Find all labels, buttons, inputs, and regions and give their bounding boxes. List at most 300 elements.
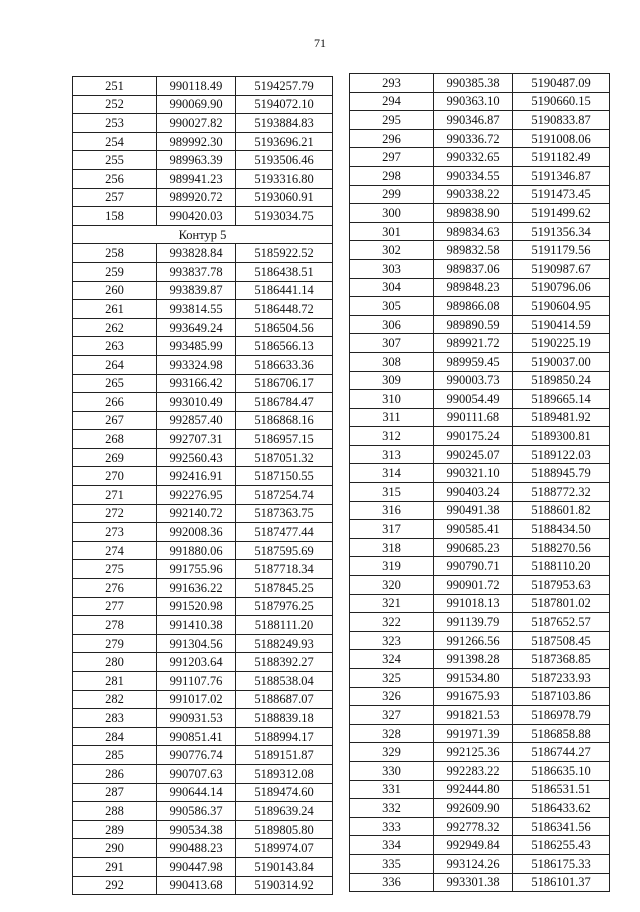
- table-row: [73, 764, 333, 783]
- table-row: [350, 371, 610, 390]
- y-coordinate-cell: 5187718.34: [236, 560, 333, 579]
- y-coordinate-cell: 5186438.51: [236, 262, 333, 281]
- table-row: [350, 761, 610, 780]
- point-number-cell: 266: [73, 393, 157, 412]
- table-row: [73, 430, 333, 449]
- x-coordinate-cell: 990491.38: [434, 501, 513, 520]
- y-coordinate-cell: 5187976.25: [236, 597, 333, 616]
- x-coordinate-cell: 989959.45: [434, 352, 513, 371]
- point-number-cell: 274: [73, 541, 157, 560]
- point-number-cell: 264: [73, 355, 157, 374]
- x-coordinate-cell: 992276.95: [157, 486, 236, 505]
- point-number-cell: 317: [350, 520, 434, 539]
- y-coordinate-cell: 5187051.32: [236, 448, 333, 467]
- y-coordinate-cell: 5188434.50: [513, 520, 610, 539]
- x-coordinate-cell: 990245.07: [434, 445, 513, 464]
- x-coordinate-cell: 991304.56: [157, 634, 236, 653]
- x-coordinate-cell: 990175.24: [434, 427, 513, 446]
- point-number-cell: 293: [350, 74, 434, 93]
- table-row: [350, 390, 610, 409]
- table-row: [350, 687, 610, 706]
- table-row: [73, 448, 333, 467]
- x-coordinate-cell: 993649.24: [157, 318, 236, 337]
- table-row: [73, 467, 333, 486]
- table-row: [350, 501, 610, 520]
- table-row: [73, 188, 333, 207]
- x-coordinate-cell: 991018.13: [434, 594, 513, 613]
- y-coordinate-cell: 5187150.55: [236, 467, 333, 486]
- table-row: [73, 486, 333, 505]
- x-coordinate-cell: 992707.31: [157, 430, 236, 449]
- point-number-cell: 294: [350, 92, 434, 111]
- table-row: [350, 111, 610, 130]
- x-coordinate-cell: 991534.80: [434, 669, 513, 688]
- y-coordinate-cell: 5186566.13: [236, 337, 333, 356]
- y-coordinate-cell: 5187652.57: [513, 613, 610, 632]
- left-table-section: [73, 225, 333, 244]
- x-coordinate-cell: 991971.39: [434, 724, 513, 743]
- y-coordinate-cell: 5186957.15: [236, 430, 333, 449]
- contour-label: Контур 5: [73, 225, 333, 244]
- table-row: [73, 690, 333, 709]
- point-number-cell: 330: [350, 761, 434, 780]
- point-number-cell: 255: [73, 151, 157, 170]
- point-number-cell: 269: [73, 448, 157, 467]
- x-coordinate-cell: 991755.96: [157, 560, 236, 579]
- x-coordinate-cell: 992283.22: [434, 761, 513, 780]
- table-row: [350, 74, 610, 93]
- x-coordinate-cell: 991139.79: [434, 613, 513, 632]
- point-number-cell: 268: [73, 430, 157, 449]
- point-number-cell: 313: [350, 445, 434, 464]
- point-number-cell: 331: [350, 780, 434, 799]
- x-coordinate-cell: 990334.55: [434, 166, 513, 185]
- point-number-cell: 273: [73, 523, 157, 542]
- table-row: [350, 650, 610, 669]
- y-coordinate-cell: 5189300.81: [513, 427, 610, 446]
- table-row: [73, 169, 333, 188]
- table-row: [73, 727, 333, 746]
- table-row: [350, 278, 610, 297]
- point-number-cell: 332: [350, 799, 434, 818]
- y-coordinate-cell: 5187254.74: [236, 486, 333, 505]
- x-coordinate-cell: 990111.68: [434, 408, 513, 427]
- x-coordinate-cell: 990851.41: [157, 727, 236, 746]
- x-coordinate-cell: 991017.02: [157, 690, 236, 709]
- table-row: [350, 706, 610, 725]
- table-row: [350, 148, 610, 167]
- y-coordinate-cell: 5186868.16: [236, 411, 333, 430]
- point-number-cell: 260: [73, 281, 157, 300]
- y-coordinate-cell: 5186744.27: [513, 743, 610, 762]
- y-coordinate-cell: 5191499.62: [513, 204, 610, 223]
- y-coordinate-cell: 5190604.95: [513, 297, 610, 316]
- x-coordinate-cell: 993485.99: [157, 337, 236, 356]
- x-coordinate-cell: 993301.38: [434, 873, 513, 892]
- y-coordinate-cell: 5190796.06: [513, 278, 610, 297]
- y-coordinate-cell: 5190833.87: [513, 111, 610, 130]
- x-coordinate-cell: 993837.78: [157, 262, 236, 281]
- point-number-cell: 328: [350, 724, 434, 743]
- x-coordinate-cell: 992140.72: [157, 504, 236, 523]
- x-coordinate-cell: 989890.59: [434, 315, 513, 334]
- y-coordinate-cell: 5191182.49: [513, 148, 610, 167]
- point-number-cell: 258: [73, 244, 157, 263]
- x-coordinate-cell: 990118.49: [157, 77, 236, 96]
- x-coordinate-cell: 990776.74: [157, 746, 236, 765]
- x-coordinate-cell: 989921.72: [434, 334, 513, 353]
- y-coordinate-cell: 5191346.87: [513, 166, 610, 185]
- y-coordinate-cell: 5186978.79: [513, 706, 610, 725]
- x-coordinate-cell: 990931.53: [157, 709, 236, 728]
- section-header-row: [73, 225, 333, 244]
- y-coordinate-cell: 5191356.34: [513, 222, 610, 241]
- y-coordinate-cell: 5186635.10: [513, 761, 610, 780]
- table-row: [350, 92, 610, 111]
- point-number-cell: 323: [350, 631, 434, 650]
- point-number-cell: 333: [350, 817, 434, 836]
- point-number-cell: 275: [73, 560, 157, 579]
- y-coordinate-cell: 5193884.83: [236, 114, 333, 133]
- table-row: [350, 464, 610, 483]
- table-row: [73, 281, 333, 300]
- x-coordinate-cell: 991520.98: [157, 597, 236, 616]
- point-number-cell: 281: [73, 672, 157, 691]
- y-coordinate-cell: 5189122.03: [513, 445, 610, 464]
- point-number-cell: 256: [73, 169, 157, 188]
- x-coordinate-cell: 989832.58: [434, 241, 513, 260]
- point-number-cell: 279: [73, 634, 157, 653]
- y-coordinate-cell: 5185922.52: [236, 244, 333, 263]
- x-coordinate-cell: 993828.84: [157, 244, 236, 263]
- point-number-cell: 305: [350, 297, 434, 316]
- x-coordinate-cell: 990901.72: [434, 576, 513, 595]
- point-number-cell: 298: [350, 166, 434, 185]
- y-coordinate-cell: 5190487.09: [513, 74, 610, 93]
- y-coordinate-cell: 5186433.62: [513, 799, 610, 818]
- x-coordinate-cell: 990420.03: [157, 207, 236, 226]
- x-coordinate-cell: 990488.23: [157, 839, 236, 858]
- y-coordinate-cell: 5191179.56: [513, 241, 610, 260]
- x-coordinate-cell: 993010.49: [157, 393, 236, 412]
- table-row: [73, 746, 333, 765]
- y-coordinate-cell: 5189151.87: [236, 746, 333, 765]
- table-row: [350, 166, 610, 185]
- x-coordinate-cell: 992560.43: [157, 448, 236, 467]
- right-coordinates-table: [349, 73, 610, 892]
- x-coordinate-cell: 993166.42: [157, 374, 236, 393]
- point-number-cell: 336: [350, 873, 434, 892]
- y-coordinate-cell: 5187508.45: [513, 631, 610, 650]
- point-number-cell: 316: [350, 501, 434, 520]
- point-number-cell: 299: [350, 185, 434, 204]
- table-row: [350, 241, 610, 260]
- table-row: [73, 300, 333, 319]
- x-coordinate-cell: 992125.36: [434, 743, 513, 762]
- table-row: [73, 355, 333, 374]
- x-coordinate-cell: 992444.80: [434, 780, 513, 799]
- x-coordinate-cell: 993839.87: [157, 281, 236, 300]
- point-number-cell: 278: [73, 616, 157, 635]
- x-coordinate-cell: 990069.90: [157, 95, 236, 114]
- table-row: [73, 783, 333, 802]
- y-coordinate-cell: 5193034.75: [236, 207, 333, 226]
- table-row: [73, 876, 333, 895]
- table-row: [73, 411, 333, 430]
- y-coordinate-cell: 5186255.43: [513, 836, 610, 855]
- y-coordinate-cell: 5190143.84: [236, 857, 333, 876]
- table-row: [73, 393, 333, 412]
- y-coordinate-cell: 5190414.59: [513, 315, 610, 334]
- table-row: [350, 576, 610, 595]
- point-number-cell: 259: [73, 262, 157, 281]
- table-row: [73, 95, 333, 114]
- x-coordinate-cell: 990447.98: [157, 857, 236, 876]
- page-number: 71: [314, 36, 326, 50]
- x-coordinate-cell: 990586.37: [157, 802, 236, 821]
- table-row: [350, 817, 610, 836]
- table-row: [350, 445, 610, 464]
- y-coordinate-cell: 5188839.18: [236, 709, 333, 728]
- y-coordinate-cell: 5190987.67: [513, 259, 610, 278]
- y-coordinate-cell: 5189805.80: [236, 820, 333, 839]
- point-number-cell: 306: [350, 315, 434, 334]
- table-row: [350, 836, 610, 855]
- y-coordinate-cell: 5186784.47: [236, 393, 333, 412]
- point-number-cell: 307: [350, 334, 434, 353]
- point-number-cell: 261: [73, 300, 157, 319]
- point-number-cell: 325: [350, 669, 434, 688]
- y-coordinate-cell: 5190037.00: [513, 352, 610, 371]
- table-row: [73, 374, 333, 393]
- point-number-cell: 292: [73, 876, 157, 895]
- y-coordinate-cell: 5188601.82: [513, 501, 610, 520]
- left-coordinates-table: [72, 76, 333, 895]
- table-row: [73, 318, 333, 337]
- point-number-cell: 320: [350, 576, 434, 595]
- point-number-cell: 300: [350, 204, 434, 223]
- y-coordinate-cell: 5193696.21: [236, 132, 333, 151]
- table-row: [350, 631, 610, 650]
- y-coordinate-cell: 5187103.86: [513, 687, 610, 706]
- table-row: [73, 244, 333, 263]
- y-coordinate-cell: 5189481.92: [513, 408, 610, 427]
- point-number-cell: 251: [73, 77, 157, 96]
- table-row: [73, 523, 333, 542]
- point-number-cell: 334: [350, 836, 434, 855]
- point-number-cell: 327: [350, 706, 434, 725]
- y-coordinate-cell: 5191473.45: [513, 185, 610, 204]
- y-coordinate-cell: 5188392.27: [236, 653, 333, 672]
- y-coordinate-cell: 5193316.80: [236, 169, 333, 188]
- x-coordinate-cell: 990003.73: [434, 371, 513, 390]
- x-coordinate-cell: 989834.63: [434, 222, 513, 241]
- table-row: [350, 483, 610, 502]
- point-number-cell: 310: [350, 390, 434, 409]
- y-coordinate-cell: 5186341.56: [513, 817, 610, 836]
- point-number-cell: 284: [73, 727, 157, 746]
- y-coordinate-cell: 5193506.46: [236, 151, 333, 170]
- y-coordinate-cell: 5187477.44: [236, 523, 333, 542]
- left-table-body-before: [73, 77, 333, 226]
- point-number-cell: 304: [350, 278, 434, 297]
- point-number-cell: 254: [73, 132, 157, 151]
- table-row: [350, 613, 610, 632]
- x-coordinate-cell: 989837.06: [434, 259, 513, 278]
- x-coordinate-cell: 992416.91: [157, 467, 236, 486]
- point-number-cell: 290: [73, 839, 157, 858]
- point-number-cell: 253: [73, 114, 157, 133]
- x-coordinate-cell: 990585.41: [434, 520, 513, 539]
- x-coordinate-cell: 990363.10: [434, 92, 513, 111]
- point-number-cell: 289: [73, 820, 157, 839]
- table-row: [350, 520, 610, 539]
- table-row: [350, 538, 610, 557]
- table-row: [350, 352, 610, 371]
- table-row: [350, 334, 610, 353]
- point-number-cell: 329: [350, 743, 434, 762]
- table-row: [350, 259, 610, 278]
- x-coordinate-cell: 990054.49: [434, 390, 513, 409]
- point-number-cell: 282: [73, 690, 157, 709]
- y-coordinate-cell: 5188687.07: [236, 690, 333, 709]
- table-row: [73, 207, 333, 226]
- table-row: [73, 504, 333, 523]
- table-row: [350, 222, 610, 241]
- table-row: [73, 672, 333, 691]
- x-coordinate-cell: 992778.32: [434, 817, 513, 836]
- table-row: [73, 560, 333, 579]
- y-coordinate-cell: 5186858.88: [513, 724, 610, 743]
- point-number-cell: 271: [73, 486, 157, 505]
- table-row: [350, 297, 610, 316]
- table-row: [350, 594, 610, 613]
- x-coordinate-cell: 992609.90: [434, 799, 513, 818]
- y-coordinate-cell: 5186101.37: [513, 873, 610, 892]
- point-number-cell: 302: [350, 241, 434, 260]
- x-coordinate-cell: 991266.56: [434, 631, 513, 650]
- point-number-cell: 314: [350, 464, 434, 483]
- x-coordinate-cell: 989920.72: [157, 188, 236, 207]
- y-coordinate-cell: 5186504.56: [236, 318, 333, 337]
- x-coordinate-cell: 991675.93: [434, 687, 513, 706]
- point-number-cell: 267: [73, 411, 157, 430]
- point-number-cell: 291: [73, 857, 157, 876]
- x-coordinate-cell: 990336.72: [434, 129, 513, 148]
- y-coordinate-cell: 5190660.15: [513, 92, 610, 111]
- left-table-body-after: [73, 244, 333, 895]
- x-coordinate-cell: 990707.63: [157, 764, 236, 783]
- point-number-cell: 297: [350, 148, 434, 167]
- y-coordinate-cell: 5189665.14: [513, 390, 610, 409]
- table-row: [350, 669, 610, 688]
- y-coordinate-cell: 5187801.02: [513, 594, 610, 613]
- y-coordinate-cell: 5187845.25: [236, 579, 333, 598]
- y-coordinate-cell: 5186633.36: [236, 355, 333, 374]
- table-row: [350, 185, 610, 204]
- point-number-cell: 311: [350, 408, 434, 427]
- point-number-cell: 265: [73, 374, 157, 393]
- x-coordinate-cell: 990644.14: [157, 783, 236, 802]
- y-coordinate-cell: 5188945.79: [513, 464, 610, 483]
- x-coordinate-cell: 991398.28: [434, 650, 513, 669]
- point-number-cell: 277: [73, 597, 157, 616]
- x-coordinate-cell: 989838.90: [434, 204, 513, 223]
- x-coordinate-cell: 990385.38: [434, 74, 513, 93]
- y-coordinate-cell: 5188110.20: [513, 557, 610, 576]
- point-number-cell: 287: [73, 783, 157, 802]
- x-coordinate-cell: 991410.38: [157, 616, 236, 635]
- y-coordinate-cell: 5186441.14: [236, 281, 333, 300]
- y-coordinate-cell: 5190225.19: [513, 334, 610, 353]
- y-coordinate-cell: 5189312.08: [236, 764, 333, 783]
- point-number-cell: 252: [73, 95, 157, 114]
- x-coordinate-cell: 993324.98: [157, 355, 236, 374]
- y-coordinate-cell: 5187363.75: [236, 504, 333, 523]
- point-number-cell: 309: [350, 371, 434, 390]
- y-coordinate-cell: 5189974.07: [236, 839, 333, 858]
- x-coordinate-cell: 990403.24: [434, 483, 513, 502]
- point-number-cell: 270: [73, 467, 157, 486]
- point-number-cell: 315: [350, 483, 434, 502]
- point-number-cell: 321: [350, 594, 434, 613]
- table-row: [73, 709, 333, 728]
- table-row: [350, 315, 610, 334]
- y-coordinate-cell: 5188772.32: [513, 483, 610, 502]
- y-coordinate-cell: 5187368.85: [513, 650, 610, 669]
- point-number-cell: 285: [73, 746, 157, 765]
- y-coordinate-cell: 5190314.92: [236, 876, 333, 895]
- point-number-cell: 283: [73, 709, 157, 728]
- y-coordinate-cell: 5188249.93: [236, 634, 333, 653]
- y-coordinate-cell: 5188111.20: [236, 616, 333, 635]
- y-coordinate-cell: 5186175.33: [513, 854, 610, 873]
- x-coordinate-cell: 991880.06: [157, 541, 236, 560]
- x-coordinate-cell: 989963.39: [157, 151, 236, 170]
- y-coordinate-cell: 5186448.72: [236, 300, 333, 319]
- table-row: [350, 873, 610, 892]
- y-coordinate-cell: 5187595.69: [236, 541, 333, 560]
- table-row: [350, 780, 610, 799]
- point-number-cell: 263: [73, 337, 157, 356]
- y-coordinate-cell: 5186706.17: [236, 374, 333, 393]
- y-coordinate-cell: 5189639.24: [236, 802, 333, 821]
- point-number-cell: 286: [73, 764, 157, 783]
- point-number-cell: 324: [350, 650, 434, 669]
- x-coordinate-cell: 990332.65: [434, 148, 513, 167]
- x-coordinate-cell: 991821.53: [434, 706, 513, 725]
- table-row: [350, 743, 610, 762]
- point-number-cell: 322: [350, 613, 434, 632]
- x-coordinate-cell: 990346.87: [434, 111, 513, 130]
- point-number-cell: 301: [350, 222, 434, 241]
- table-row: [73, 597, 333, 616]
- table-row: [350, 204, 610, 223]
- y-coordinate-cell: 5193060.91: [236, 188, 333, 207]
- x-coordinate-cell: 989992.30: [157, 132, 236, 151]
- x-coordinate-cell: 989848.23: [434, 278, 513, 297]
- table-row: [73, 114, 333, 133]
- y-coordinate-cell: 5194257.79: [236, 77, 333, 96]
- x-coordinate-cell: 990338.22: [434, 185, 513, 204]
- table-row: [73, 262, 333, 281]
- y-coordinate-cell: 5194072.10: [236, 95, 333, 114]
- y-coordinate-cell: 5187233.93: [513, 669, 610, 688]
- y-coordinate-cell: 5191008.06: [513, 129, 610, 148]
- point-number-cell: 272: [73, 504, 157, 523]
- table-row: [73, 77, 333, 96]
- table-row: [73, 132, 333, 151]
